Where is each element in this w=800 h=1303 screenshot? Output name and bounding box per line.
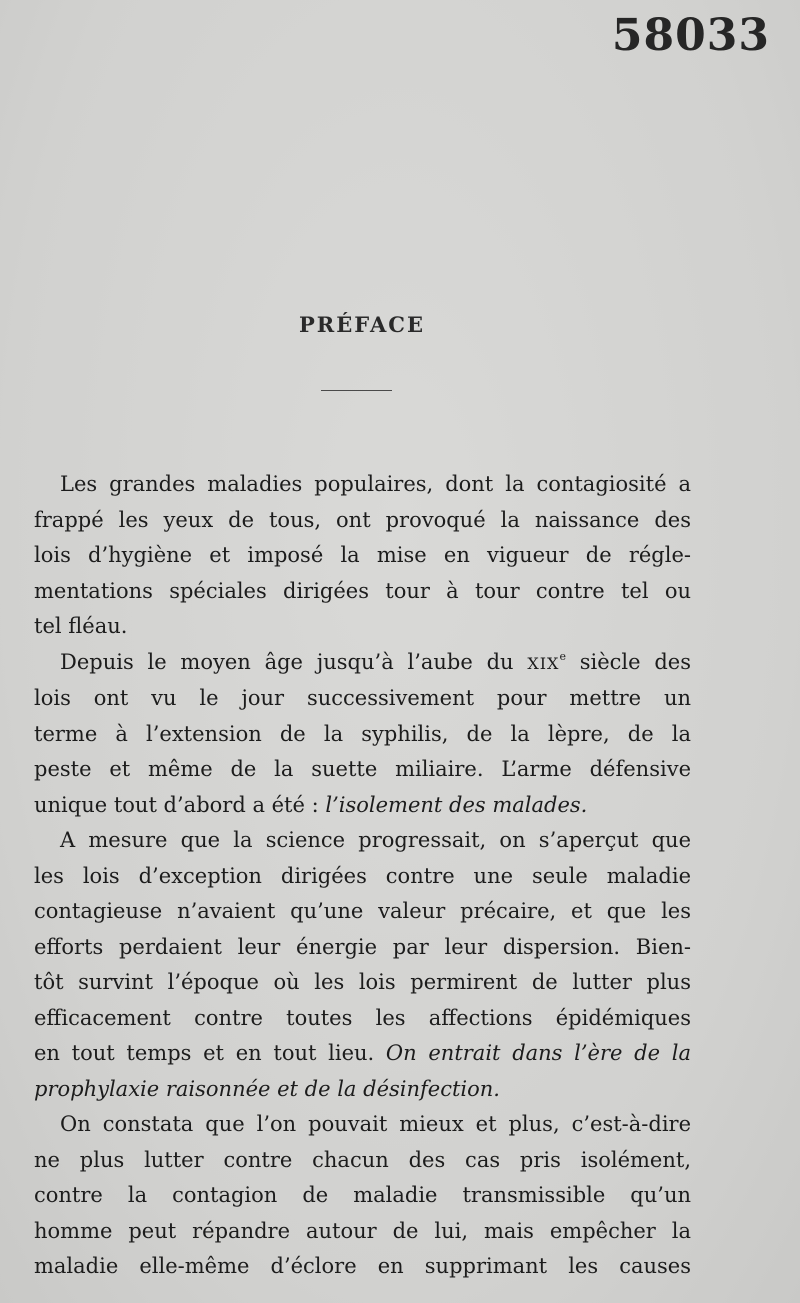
text-line: efficacement contre toutes les affections épidémiques [34, 1005, 691, 1030]
text-fragment: unique tout d’abord a été : [34, 792, 319, 817]
text-fragment: en tout temps et en tout lieu. [34, 1041, 375, 1065]
paragraph-3 [34, 823, 691, 1107]
text-line: tôt survint l’époque où les lois permirent de lutter plus [34, 970, 691, 994]
text-line: On constata que l’on pouvait mieux et plus, c’est-à-dire [60, 1112, 691, 1136]
text-fragment: siècle des [579, 649, 691, 674]
text-line: mentations spéciales dirigées tour à tour contre tel ou [34, 578, 691, 603]
body-text [34, 467, 691, 1285]
text-line: terme à l’extension de la syphilis, de la lèpre, de la [34, 721, 691, 746]
text-line: les lois d’exception dirigées contre une seule maladie [34, 863, 691, 888]
text-fragment: Depuis le moyen âge jusqu’à l’aube du [60, 649, 514, 674]
text-line: Les grandes maladies populaires, dont la contagiosité a [60, 472, 691, 496]
text-line: efforts perdaient leur énergie par leur dispersion. Bien- [34, 934, 691, 959]
text-line [34, 788, 691, 824]
century-numeral: XIX [527, 653, 560, 673]
text-line: peste et même de la suette miliaire. L’arme défensive [34, 757, 691, 781]
text-line: ne plus lutter contre chacun des cas pris isolément, [34, 1147, 691, 1172]
italic-fragment: prophylaxie raisonnée et de la désinfection. [34, 1076, 500, 1101]
text-line: homme peut répandre autour de lui, mais empêcher la [34, 1218, 691, 1243]
paragraph-2 [34, 645, 691, 824]
text-line [34, 1072, 691, 1108]
text-line [34, 645, 691, 682]
text-line: lois ont vu le jour successivement pour mettre un [34, 686, 691, 710]
paragraph-4 [34, 1107, 691, 1285]
text-line: A mesure que la science progressait, on s’aperçut que [60, 828, 691, 852]
text-line: contagieuse n’avaient qu’une valeur précaire, et que les [34, 899, 691, 923]
paragraph-1 [34, 467, 691, 645]
text-line: contre la contagion de maladie transmissible qu’un [34, 1183, 691, 1207]
title-divider [321, 390, 392, 391]
italic-fragment: l’isolement des malades. [325, 792, 588, 817]
text-line: lois d’hygiène et imposé la mise en vigueur de régle- [34, 543, 691, 567]
page-title: PRÉFACE [299, 312, 425, 337]
text-line [34, 1036, 691, 1072]
italic-fragment: On entrait dans l’ère de la [385, 1041, 691, 1065]
text-line: tel fléau. [34, 614, 128, 638]
century-superscript: e [559, 649, 566, 663]
inventory-stamp-number: 58033 [611, 10, 770, 61]
text-line: frappé les yeux de tous, ont provoqué la naissance des [34, 507, 691, 532]
text-line: maladie elle-même d’éclore en supprimant les causes [34, 1254, 691, 1278]
